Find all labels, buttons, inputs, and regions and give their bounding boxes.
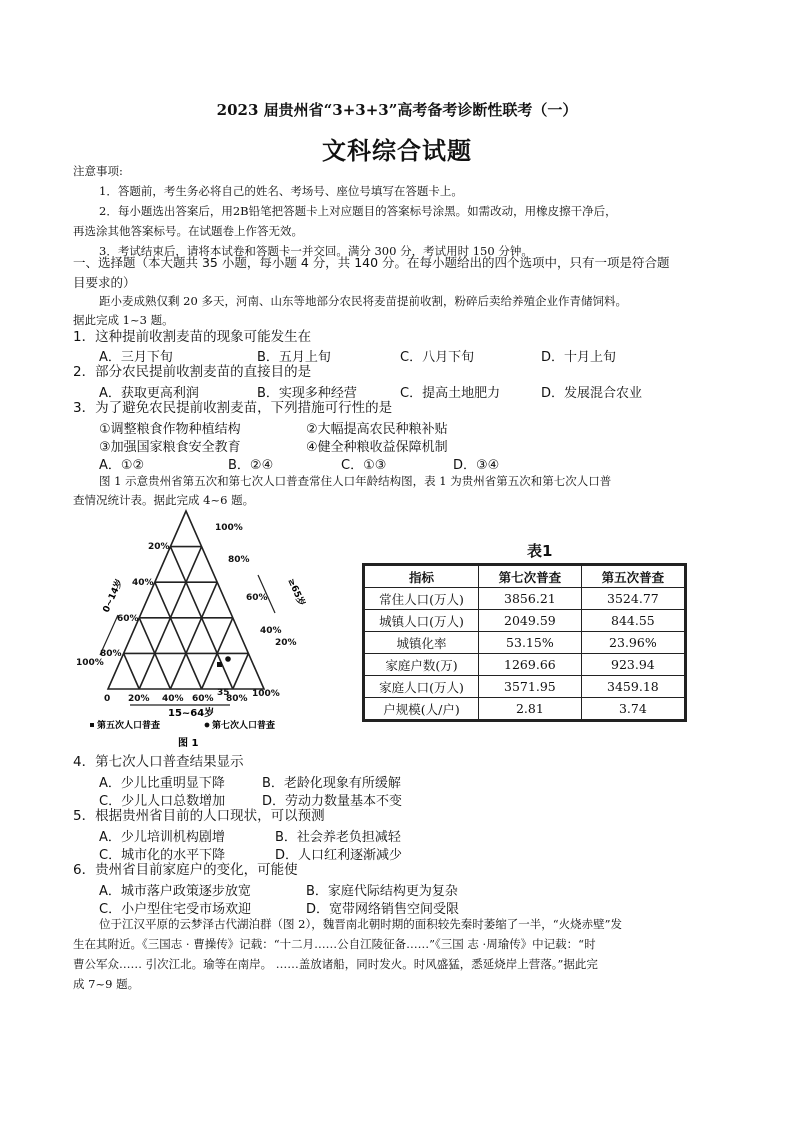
right-tick-100: 100% [215,523,243,533]
table-cell: 1269.66 [479,654,582,676]
question-2-option-b: B．实现多种经营 [257,386,357,401]
left-tick-40: 40% [132,578,154,588]
question-6-option-c: C．小户型住宅受市场欢迎 [99,902,252,917]
bottom-tick-0: 0 [104,694,111,704]
question-3-option-d: D．③④ [453,458,500,473]
question-3-option-c: C．①③ [341,458,387,473]
table-cell: 3524.77 [581,588,685,610]
bottom-tick-100: 100% [252,689,280,699]
table-row [364,654,686,676]
question-4-option-c: C．少儿人口总数增加 [99,794,226,809]
question-4-option-a: A．少儿比重明显下降 [99,776,225,791]
passage-3-line-1: 位于江汉平原的云梦泽古代湖泊群（图 2），魏晋南北朝时期的面积较先秦时萎缩了一半，“火烧赤壁”发 [99,917,622,931]
table-cell: 城镇化率 [364,632,479,654]
table-header-fifth: 第五次普查 [581,565,685,588]
left-tick-80: 80% [100,649,122,659]
table-cell: 844.55 [581,610,685,632]
question-5-option-b: B．社会养老负担减轻 [275,830,401,845]
table-1-title: 表1 [527,542,553,560]
question-3-option-a: A．①② [99,458,145,473]
table-header-row [364,565,686,588]
table-cell: 53.15% [479,632,582,654]
table-cell: 城镇人口(万人) [364,610,479,632]
legend-seventh-marker [205,723,210,728]
question-3-statement-2: ②大幅提高农民种粮补贴 [306,422,448,437]
table-cell: 3459.18 [581,676,685,698]
table-1 [362,563,687,722]
question-5-option-c: C．城市化的水平下降 [99,848,226,863]
question-2-option-a: A．获取更高利润 [99,386,199,401]
bottom-tick-80: 80% [226,694,248,704]
table-row [364,632,686,654]
exam-title: 2023 届贵州省“3+3+3”高考备考诊断性联考（一） [216,101,578,119]
table-cell: 家庭人口(万人) [364,676,479,698]
question-4-option-d: D．劳动力数量基本不变 [262,794,403,809]
left-tick-20: 20% [148,542,170,552]
passage-3-line-3: 曹公军众…… 引次江北。瑜等在南岸。 ……盖放诸船，同时发火。时风盛猛，悉延烧岸上营落。”据此完 [73,957,598,971]
bottom-tick-20: 20% [128,694,150,704]
question-1-stem: 1．这种提前收割麦苗的现象可能发生在 [73,329,312,345]
passage-1-line-2: 据此完成 1~3 题。 [73,313,174,327]
passage-3-line-4: 成 7~9 题。 [73,977,140,991]
notice-heading: 注意事项: [73,164,123,178]
table-row [364,588,686,610]
passage-2-line-1: 图 1 示意贵州省第五次和第七次人口普查常住人口年龄结构图，表 1 为贵州省第五次和第七次人口普 [99,474,612,488]
legend-fifth-label: 第五次人口普查 [97,721,161,731]
question-3-option-b: B．②④ [228,458,274,473]
right-tick-20: 20% [275,638,297,648]
question-6-stem: 6．贵州省目前家庭户的变化，可能使 [73,862,298,878]
table-row [364,610,686,632]
question-1-option-c: C．八月下旬 [400,350,475,365]
question-3-statement-3: ③加强国家粮食安全教育 [99,440,241,455]
question-4-option-b: B．老龄化现象有所缓解 [262,776,401,791]
question-2-stem: 2．部分农民提前收割麦苗的直接目的是 [73,364,312,380]
question-1-option-d: D．十月上旬 [541,350,617,365]
table-row [364,698,686,721]
passage-1-line-1: 距小麦成熟仅剩 20 多天，河南、山东等地部分农民将麦苗提前收割，粉碎后卖给养殖企业作青储饲料。 [99,294,627,308]
question-5-option-a: A．少儿培训机构剧增 [99,830,225,845]
axis-right-label: ≥65岁 [285,577,307,608]
question-6-option-b: B．家庭代际结构更为复杂 [306,884,458,899]
passage-3-line-2: 生在其附近。《三国志 · 曹操传》记载：“十二月……公自江陵征备……”《三国 志 ·周瑜传》中记载：“时 [73,937,596,951]
table-cell: 923.94 [581,654,685,676]
subject-title: 文科综合试题 [322,136,472,165]
table-cell: 23.96% [581,632,685,654]
legend-fifth-marker [90,723,94,727]
table-row [364,676,686,698]
question-6-option-a: A．城市落户政策逐步放宽 [99,884,251,899]
question-3-stem: 3．为了避免农民提前收割麦苗，下列措施可行性的是 [73,400,393,416]
question-4-stem: 4．第七次人口普查结果显示 [73,754,244,770]
table-cell: 家庭户数(万) [364,654,479,676]
right-tick-80: 80% [228,555,250,565]
axis-left-label: 0~14岁 [101,577,126,615]
bottom-tick-35: 35 [217,688,230,698]
table-cell: 2.81 [479,698,582,721]
seventh-census-point [225,656,231,662]
question-3-statement-4: ④健全种粮收益保障机制 [306,440,448,455]
question-6-option-d: D．宽带网络销售空间受限 [306,902,460,917]
section-heading: 一、选择题（本大题共 35 小题，每小题 4 分，共 140 分。在每小题给出的四个选项中，只有一项是符合题 [73,255,670,270]
table-cell: 常住人口(万人) [364,588,479,610]
bottom-tick-60: 60% [192,694,214,704]
right-tick-40: 40% [260,626,282,636]
table-cell: 2049.59 [479,610,582,632]
table-cell: 户规模(人/户) [364,698,479,721]
figure-1-ternary-diagram [70,505,330,750]
passage-2-line-2: 查情况统计表。据此完成 4~6 题。 [73,493,255,507]
notice-item-1: 1．答题前，考生务必将自己的姓名、考场号、座位号填写在答题卡上。 [99,184,463,198]
fifth-census-point [217,662,222,667]
question-3-statement-1: ①调整粮食作物种植结构 [99,422,241,437]
legend-seventh-label: 第七次人口普查 [212,721,276,731]
notice-item-2-cont: 再选涂其他答案标号。在试题卷上作答无效。 [73,224,303,238]
table-cell: 3.74 [581,698,685,721]
table-header-indicator: 指标 [364,565,479,588]
notice-item-2: 2．每小题选出答案后，用2B铅笔把答题卡上对应题目的答案标号涂黑。如需改动，用橡皮擦干净后， [99,204,617,218]
question-1-option-a: A．三月下旬 [99,350,173,365]
left-tick-100: 100% [76,658,104,668]
figure-1-caption: 图 1 [178,738,199,749]
question-2-option-c: C．提高土地肥力 [400,386,501,401]
table-cell: 3856.21 [479,588,582,610]
section-heading-cont: 目要求的） [73,275,136,290]
question-5-option-d: D．人口红利逐渐减少 [275,848,403,863]
axis-bottom-label: 15~64岁 [168,708,215,719]
left-tick-60: 60% [117,614,139,624]
notice-item-3: 3．考试结束后，请将本试卷和答题卡一并交回。满分 300 分，考试用时 150 分钟。 [99,244,533,258]
table-cell: 3571.95 [479,676,582,698]
question-2-option-d: D．发展混合农业 [541,386,643,401]
question-1-option-b: B．五月上旬 [257,350,331,365]
right-tick-60: 60% [246,593,268,603]
table-header-seventh: 第七次普查 [479,565,582,588]
question-5-stem: 5．根据贵州省目前的人口现状，可以预测 [73,808,325,824]
bottom-tick-40: 40% [162,694,184,704]
